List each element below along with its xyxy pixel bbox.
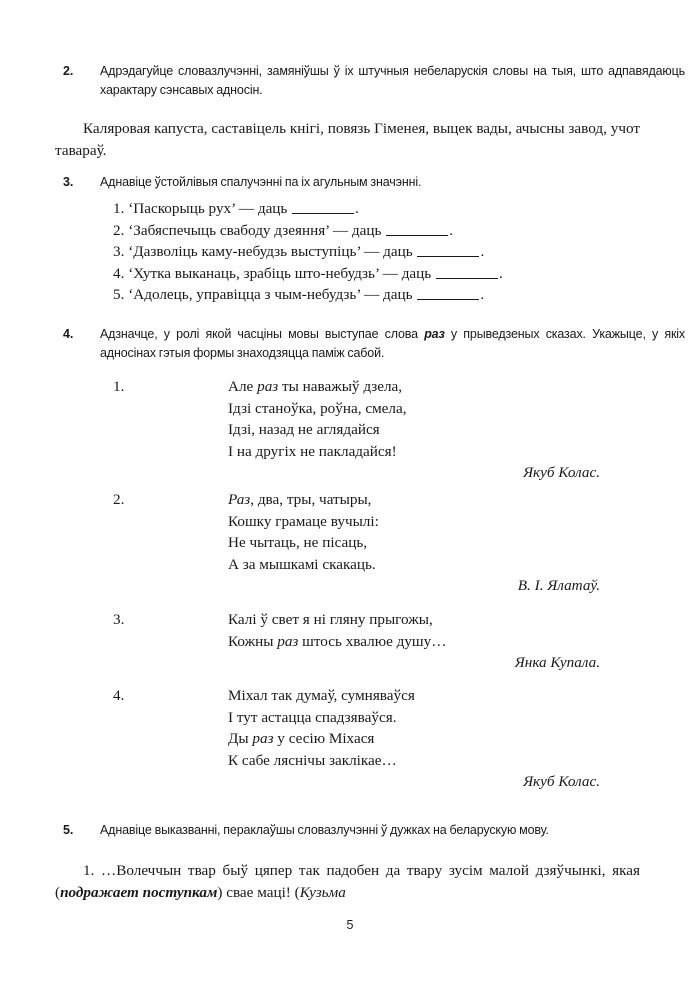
poem-line-keyword: раз [277,632,299,650]
exercise-2 [55,62,685,100]
poem-line-post: ты наважыў дзела, [278,378,403,395]
poem-line [228,398,608,420]
exercise-4-prompt-a: Адзначце, у ролі якой часціны мовы выступае слова [100,327,425,341]
poem-line-pre: Але [228,378,258,395]
poem-2-body [228,489,608,597]
poem-line-pre: Кожны [228,632,278,650]
poem-line [228,554,608,576]
exercise-4-number: 4. [63,327,74,341]
exercise-2-material [55,118,640,162]
exercise-2-material-text: Каляровая капуста, саставіцель кнігі, повязь Гіменея, выцек вады, ачысны завод, учот тавараў. [55,120,640,159]
poem-1-attribution: Якуб Колас. [523,464,600,482]
poem-line [228,419,608,441]
poem-3-number: 3. [113,611,125,628]
list-item-number: 3. [113,243,125,260]
exercise-5-text-b: ) свае маці! ( [217,884,300,901]
exercise-3-list-wrap [113,198,633,306]
list-item-text: ‘Адолець, управіцца з чым-небудзь’ — даць [128,286,413,303]
list-item-text: ‘Хутка выканаць, зрабіць што-небудзь’ — даць [128,264,432,282]
poem-line-post: штось хвалюе душу… [298,632,447,650]
poem-line-pre: А за мышкамі скакаць. [228,555,376,573]
answer-blank[interactable] [386,235,448,236]
poem-line [228,685,608,707]
poem-line-pre: Ідзі, назад не аглядайся [228,421,380,439]
answer-blank[interactable] [417,299,479,300]
exercise-4-prompt-b: у прыведзеных сказах. Укажыце, у якіх адносінах гэтыя формы знаходзяцца паміж сабой. [100,327,685,360]
list-item-text: ‘Паскорыць рух’ — даць [128,200,288,217]
list-item [113,198,633,220]
poem-1-number: 1. [113,378,125,395]
list-item [113,220,633,242]
list-item-number: 4. [113,264,125,282]
poem-2-attribution: В. І. Ялатаў. [517,577,600,595]
poem-line [228,532,608,554]
poem-2-number: 2. [113,491,125,508]
exercise-5-material [55,860,640,904]
exercise-5-prompt: Аднавіце выказванні, пераклаўшы словазлучэнні ў дужках на беларускую мову. [100,823,549,837]
poem-line [228,631,608,653]
list-item-tail: . [499,264,503,282]
exercise-3-number: 3. [63,175,74,189]
answer-blank[interactable] [417,256,479,257]
exercise-3-list [113,198,633,306]
poem-line-pre: І на другіх не пакладайся! [228,442,397,460]
poem-line-pre: Ідзі станоўка, роўна, смела, [228,399,407,417]
exercise-3 [55,173,685,192]
poem-1 [113,376,613,484]
poem-line-pre: Не чытаць, не пісаць, [228,534,368,552]
poem-line [228,376,608,398]
poem-line-post: , два, тры, чатыры, [250,491,372,508]
poem-line-pre: К сабе ляснічы заклікае… [228,751,397,769]
poem-line-keyword: Раз [228,491,251,508]
exercise-5-number: 5. [63,823,74,837]
list-item-tail: . [355,200,359,217]
list-item [113,241,633,263]
poem-line [228,441,608,463]
poem-line-post: у сесію Міхася [273,730,375,748]
poem-line [228,750,608,772]
list-item-number: 1. [113,200,125,217]
poem-line-keyword: раз [257,378,279,395]
exercise-4-prompt [100,325,685,363]
poem-line-pre: Кошку грамаце вучылі: [228,512,379,530]
exercise-5-keyword: подражает поступкам [60,884,218,901]
poem-4 [113,685,613,793]
poem-4-attribution: Якуб Колас. [523,773,600,791]
list-item-tail: . [480,243,485,260]
exercise-4 [55,325,685,363]
poem-line-pre: Калі ў свет я ні гляну прыгожы, [228,611,433,628]
exercise-2-prompt: Адрэдагуйце словазлучэнні, замяніўшы ў іх штучныя небеларускія словы на тыя, што адпавядаюць характару сэнсавых адносін. [100,64,685,97]
exercise-5 [55,821,685,840]
exercise-4-keyword: раз [424,327,445,341]
exercise-5-material-text [55,860,640,904]
poem-line-pre: І тут астацца спадзяваўся. [228,708,397,726]
poem-3-body [228,609,608,674]
list-item-text: ‘Забяспечыць свабоду дзеяння’ — даць [128,221,382,239]
answer-blank[interactable] [436,278,498,279]
list-item-tail: . [449,221,454,239]
exercise-5-source: Кузьма [299,884,346,901]
list-item [113,284,633,306]
list-item-number: 2. [113,221,125,239]
poem-line [228,511,608,533]
list-item [113,263,633,285]
poem-line [228,489,608,511]
exercise-5-text-a: 1. …Волеччын твар быў цяпер так падобен да твару зусім малой дзяўчынкі, якая ( [55,862,640,901]
list-item-text: ‘Дазволіць каму-небудзь выступіць’ — даць [128,243,413,260]
poem-4-body [228,685,608,793]
poem-3 [113,609,613,674]
exercise-3-prompt: Аднавіце ўстойлівыя спалучэнні па іх агульным значэнні. [100,175,422,189]
poem-line-pre: Міхал так думаў, сумняваўся [228,687,415,704]
list-item-number: 5. [113,286,125,303]
poem-4-number: 4. [113,687,125,704]
poem-line [228,609,608,631]
answer-blank[interactable] [292,213,354,214]
poem-line-pre: Ды [228,730,253,748]
poem-3-attribution: Янка Купала. [514,654,600,672]
poem-1-body [228,376,608,484]
list-item-tail: . [480,286,485,303]
poem-line [228,728,608,750]
page-number: 5 [346,918,354,932]
exercise-2-number: 2. [63,64,74,78]
poem-2 [113,489,613,597]
poem-line [228,707,608,729]
poem-line-keyword: раз [252,730,274,748]
